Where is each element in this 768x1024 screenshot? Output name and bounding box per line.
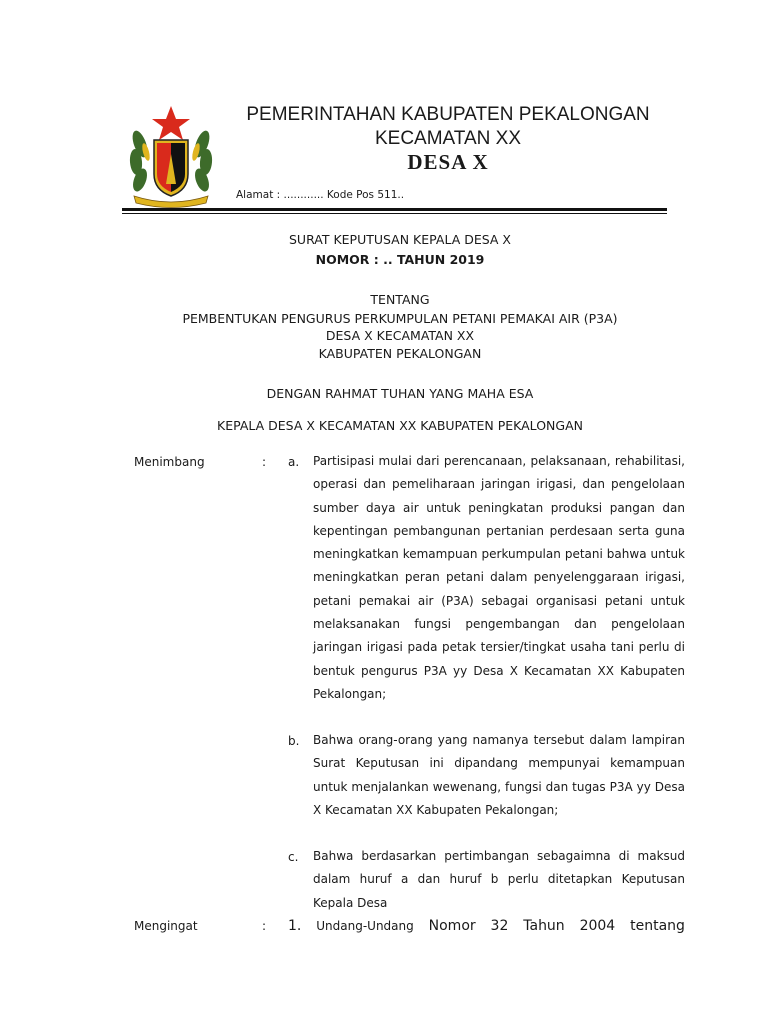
mengingat-item-1-marker: 1.: [288, 918, 302, 934]
menimbang-item-c-text: Bahwa berdasarkan pertimbangan sebagaimna di maksud dalam huruf a dan huruf b perlu ditetapkan Keputusan Kepala Desa: [313, 849, 685, 910]
regency-coat-of-arms-logo: [126, 104, 216, 208]
decree-title: SURAT KEPUTUSAN KEPALA DESA X: [289, 232, 511, 247]
blessing-line: DENGAN RAHMAT TUHAN YANG MAHA ESA: [266, 386, 534, 401]
menimbang-item-b-text: Bahwa orang-orang yang namanya tersebut dalam lampiran Surat Keputusan ini dipandang mempunyai kemampuan untuk menjalankan wewenang, fungsi dan tugas P3A yy Desa X Kecamatan XX Kabupaten Pekalongan;: [313, 733, 685, 817]
mengingat-item-1-word: Tahun: [523, 918, 565, 934]
about-heading: TENTANG: [370, 292, 430, 307]
menimbang-item-a-marker: a.: [288, 455, 300, 469]
subject-line-3: KABUPATEN PEKALONGAN: [318, 346, 482, 361]
menimbang-label: Menimbang: [134, 455, 205, 469]
government-name: PEMERINTAHAN KABUPATEN PEKALONGAN: [246, 104, 650, 125]
menimbang-item-c-marker: c.: [288, 850, 299, 864]
authority-line: KEPALA DESA X KECAMATAN XX KABUPATEN PEKALONGAN: [217, 418, 583, 433]
mengingat-label: Mengingat: [134, 919, 198, 933]
menimbang-colon: :: [262, 455, 267, 469]
subject-line-2: DESA X KECAMATAN XX: [325, 328, 475, 343]
address-line: Alamat : ............ Kode Pos 511..: [236, 189, 405, 201]
menimbang-item-a-text: Partisipasi mulai dari perencanaan, pelaksanaan, rehabilitasi, operasi dan pemeliharaan jaringan irigasi, dan pengelolaan sumber daya air untuk peningkatan produksi pangan dan kepentingan pembangunan pertanian perdesaan serta guna meningkatkan kemampuan perkumpulan petani bahwa untuk meningkatkan peran petani dalam penyelenggaraan irigasi, petani pemakai air (P3A) sebagai organisasi petani untuk melaksanakan fungsi pengembangan dan pengelolaan jaringan irigasi pada petak tersier/tingkat usaha tani perlu di bentuk pengurus P3A yy Desa X Kecamatan XX Kabupaten Pekalongan;: [313, 454, 685, 701]
mengingat-item-1-word: 32: [490, 918, 509, 934]
mengingat-item-1: [288, 917, 685, 935]
mengingat-item-1-word: Nomor: [428, 918, 476, 934]
district-name: KECAMATAN XX: [374, 128, 522, 149]
mengingat-colon: :: [262, 919, 267, 933]
mengingat-item-1-word: Undang-Undang: [316, 919, 414, 933]
mengingat-item-1-word: tentang: [630, 918, 685, 934]
letterhead-divider-thin: [122, 213, 667, 214]
mengingat-item-1-word: 2004: [579, 918, 616, 934]
menimbang-item-b-marker: b.: [288, 734, 300, 748]
village-name: DESA X: [407, 150, 489, 174]
letterhead-divider-thick: [122, 208, 667, 211]
decree-number: NOMOR : .. TAHUN 2019: [315, 252, 485, 267]
subject-line-1: PEMBENTUKAN PENGURUS PERKUMPULAN PETANI PEMAKAI AIR (P3A): [182, 311, 618, 326]
